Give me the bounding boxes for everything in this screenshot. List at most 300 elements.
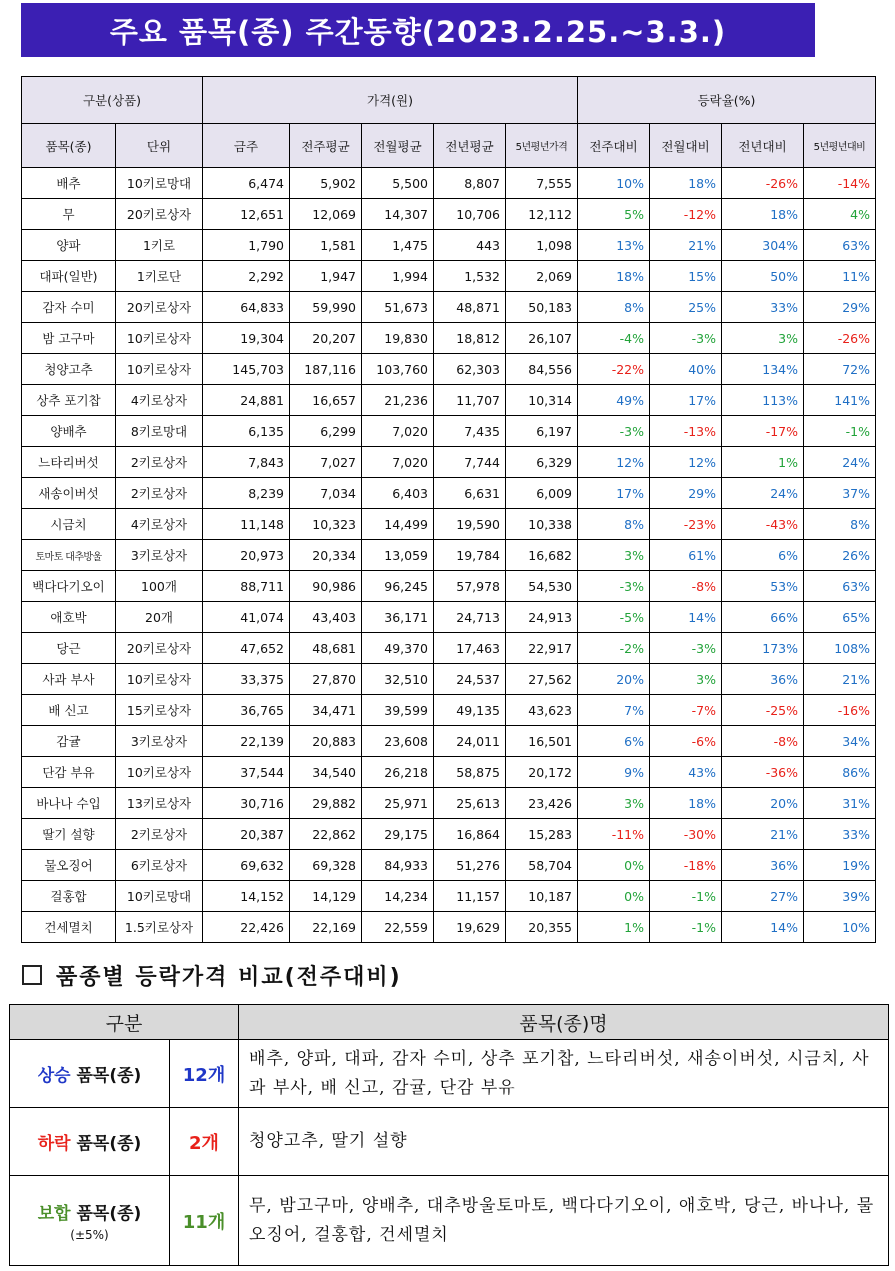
- cell-vs-avg5: 39%: [804, 881, 876, 912]
- cell-cur: 14,152: [203, 881, 290, 912]
- cell-vs-month: -1%: [650, 912, 722, 943]
- cell-prev-year: 6,631: [434, 478, 506, 509]
- cell-prev-year: 7,435: [434, 416, 506, 447]
- cell-item: 새송이버섯: [22, 478, 116, 509]
- cell-prev-year: 24,713: [434, 602, 506, 633]
- table-row: [22, 695, 876, 726]
- cell-cur: 22,139: [203, 726, 290, 757]
- cell-vs-year: -36%: [722, 757, 804, 788]
- cell-vs-avg5: 8%: [804, 509, 876, 540]
- table-row: [22, 881, 876, 912]
- group-header-change: 등락율(%): [578, 77, 876, 124]
- cell-cur: 19,304: [203, 323, 290, 354]
- cell-item: 토마토 대추방울: [22, 540, 116, 571]
- cell-prev-month: 103,760: [362, 354, 434, 385]
- cell-prev-week: 14,129: [290, 881, 362, 912]
- cell-prev-year: 19,784: [434, 540, 506, 571]
- column-header: 전월평균: [362, 124, 434, 168]
- table-row: [22, 664, 876, 695]
- cell-vs-avg5: 141%: [804, 385, 876, 416]
- table-row: [22, 819, 876, 850]
- cell-avg5: 7,555: [506, 168, 578, 199]
- cell-prev-week: 187,116: [290, 354, 362, 385]
- cell-avg5: 16,682: [506, 540, 578, 571]
- cell-unit: 3키로상자: [116, 726, 203, 757]
- cell-vs-year: 113%: [722, 385, 804, 416]
- cell-vs-avg5: 37%: [804, 478, 876, 509]
- cell-vs-year: 24%: [722, 478, 804, 509]
- table-row: [22, 912, 876, 943]
- table-row: [22, 416, 876, 447]
- comparison-items: 청양고추, 딸기 설향: [239, 1108, 889, 1176]
- cell-prev-month: 23,608: [362, 726, 434, 757]
- table-row: [22, 540, 876, 571]
- cell-prev-month: 7,020: [362, 447, 434, 478]
- cell-vs-month: 43%: [650, 757, 722, 788]
- cell-prev-month: 32,510: [362, 664, 434, 695]
- cell-item: 무: [22, 199, 116, 230]
- cell-avg5: 15,283: [506, 819, 578, 850]
- cell-vs-week: 18%: [578, 261, 650, 292]
- cell-vs-month: 14%: [650, 602, 722, 633]
- cell-prev-week: 10,323: [290, 509, 362, 540]
- comparison-header-items: 품목(종)명: [239, 1005, 889, 1040]
- cell-vs-week: 6%: [578, 726, 650, 757]
- cell-prev-week: 43,403: [290, 602, 362, 633]
- cell-prev-month: 14,499: [362, 509, 434, 540]
- cell-vs-year: 3%: [722, 323, 804, 354]
- cell-prev-week: 12,069: [290, 199, 362, 230]
- cell-vs-year: 6%: [722, 540, 804, 571]
- cell-vs-month: -8%: [650, 571, 722, 602]
- cell-unit: 10키로상자: [116, 354, 203, 385]
- cell-item: 바나나 수입: [22, 788, 116, 819]
- cell-vs-avg5: 26%: [804, 540, 876, 571]
- table-row: [22, 230, 876, 261]
- cell-unit: 20키로상자: [116, 199, 203, 230]
- cell-vs-year: 304%: [722, 230, 804, 261]
- cell-unit: 2키로상자: [116, 478, 203, 509]
- cell-cur: 2,292: [203, 261, 290, 292]
- cell-prev-week: 20,207: [290, 323, 362, 354]
- cell-avg5: 43,623: [506, 695, 578, 726]
- cell-vs-year: 14%: [722, 912, 804, 943]
- cell-prev-week: 6,299: [290, 416, 362, 447]
- cell-vs-year: -8%: [722, 726, 804, 757]
- column-header: 전년대비: [722, 124, 804, 168]
- comparison-header-category: 구분: [10, 1005, 239, 1040]
- cell-prev-month: 1,475: [362, 230, 434, 261]
- cell-cur: 6,135: [203, 416, 290, 447]
- cell-vs-avg5: 34%: [804, 726, 876, 757]
- cell-prev-week: 7,027: [290, 447, 362, 478]
- comparison-row-down: [10, 1108, 889, 1176]
- cell-item: 건세멸치: [22, 912, 116, 943]
- cell-item: 느타리버섯: [22, 447, 116, 478]
- cell-vs-year: 53%: [722, 571, 804, 602]
- cell-prev-year: 443: [434, 230, 506, 261]
- cell-cur: 69,632: [203, 850, 290, 881]
- cell-unit: 10키로상자: [116, 664, 203, 695]
- cell-prev-year: 19,629: [434, 912, 506, 943]
- cell-avg5: 1,098: [506, 230, 578, 261]
- table-row: [22, 447, 876, 478]
- cell-cur: 11,148: [203, 509, 290, 540]
- cell-vs-week: 13%: [578, 230, 650, 261]
- cell-unit: 100개: [116, 571, 203, 602]
- cell-prev-month: 26,218: [362, 757, 434, 788]
- cell-avg5: 50,183: [506, 292, 578, 323]
- column-header: 전주대비: [578, 124, 650, 168]
- comparison-row-up: [10, 1040, 889, 1108]
- cell-prev-week: 5,902: [290, 168, 362, 199]
- cell-vs-week: -3%: [578, 416, 650, 447]
- cell-prev-month: 84,933: [362, 850, 434, 881]
- cell-prev-month: 13,059: [362, 540, 434, 571]
- cell-cur: 145,703: [203, 354, 290, 385]
- table-row: [22, 478, 876, 509]
- cell-vs-week: 0%: [578, 850, 650, 881]
- cell-item: 상추 포기찹: [22, 385, 116, 416]
- cell-prev-month: 25,971: [362, 788, 434, 819]
- cell-avg5: 6,197: [506, 416, 578, 447]
- cell-cur: 64,833: [203, 292, 290, 323]
- cell-vs-avg5: 63%: [804, 571, 876, 602]
- column-header: 전년평균: [434, 124, 506, 168]
- cell-avg5: 16,501: [506, 726, 578, 757]
- cell-item: 배 신고: [22, 695, 116, 726]
- comparison-count: 2개: [170, 1108, 239, 1176]
- cell-vs-avg5: 11%: [804, 261, 876, 292]
- cell-avg5: 6,329: [506, 447, 578, 478]
- cell-vs-week: 1%: [578, 912, 650, 943]
- cell-vs-week: 0%: [578, 881, 650, 912]
- cell-unit: 4키로상자: [116, 509, 203, 540]
- column-header: 5년평년대비: [804, 124, 876, 168]
- table-row: [22, 385, 876, 416]
- cell-cur: 6,474: [203, 168, 290, 199]
- table-row: [22, 261, 876, 292]
- comparison-category: 상승 품목(종): [10, 1040, 170, 1108]
- cell-prev-month: 14,234: [362, 881, 434, 912]
- cell-unit: 13키로상자: [116, 788, 203, 819]
- cell-vs-month: -1%: [650, 881, 722, 912]
- cell-prev-year: 8,807: [434, 168, 506, 199]
- cell-vs-week: 8%: [578, 292, 650, 323]
- cell-vs-week: 17%: [578, 478, 650, 509]
- cell-unit: 1.5키로상자: [116, 912, 203, 943]
- cell-prev-year: 24,011: [434, 726, 506, 757]
- cell-vs-year: 134%: [722, 354, 804, 385]
- cell-prev-month: 14,307: [362, 199, 434, 230]
- cell-avg5: 84,556: [506, 354, 578, 385]
- cell-vs-week: -4%: [578, 323, 650, 354]
- cell-cur: 20,387: [203, 819, 290, 850]
- cell-cur: 33,375: [203, 664, 290, 695]
- table-row: [22, 354, 876, 385]
- cell-item: 밤 고구마: [22, 323, 116, 354]
- cell-vs-avg5: -26%: [804, 323, 876, 354]
- cell-prev-week: 7,034: [290, 478, 362, 509]
- cell-vs-week: 20%: [578, 664, 650, 695]
- cell-prev-year: 16,864: [434, 819, 506, 850]
- cell-avg5: 10,338: [506, 509, 578, 540]
- cell-prev-month: 7,020: [362, 416, 434, 447]
- cell-avg5: 10,314: [506, 385, 578, 416]
- cell-prev-year: 48,871: [434, 292, 506, 323]
- cell-prev-month: 5,500: [362, 168, 434, 199]
- cell-unit: 10키로상자: [116, 323, 203, 354]
- cell-unit: 10키로망대: [116, 881, 203, 912]
- page-title: 주요 품목(종) 주간동향(2023.2.25.~3.3.): [21, 3, 815, 57]
- column-header: 단위: [116, 124, 203, 168]
- cell-vs-year: -43%: [722, 509, 804, 540]
- cell-vs-month: 12%: [650, 447, 722, 478]
- cell-item: 청양고추: [22, 354, 116, 385]
- cell-vs-avg5: 24%: [804, 447, 876, 478]
- cell-item: 감자 수미: [22, 292, 116, 323]
- cell-prev-week: 59,990: [290, 292, 362, 323]
- cell-prev-week: 16,657: [290, 385, 362, 416]
- cell-prev-week: 90,986: [290, 571, 362, 602]
- cell-prev-month: 29,175: [362, 819, 434, 850]
- cell-prev-year: 25,613: [434, 788, 506, 819]
- cell-unit: 4키로상자: [116, 385, 203, 416]
- cell-vs-year: 33%: [722, 292, 804, 323]
- cell-avg5: 27,562: [506, 664, 578, 695]
- cell-prev-month: 51,673: [362, 292, 434, 323]
- cell-prev-month: 21,236: [362, 385, 434, 416]
- table-row: [22, 850, 876, 881]
- cell-vs-avg5: 33%: [804, 819, 876, 850]
- cell-prev-month: 49,370: [362, 633, 434, 664]
- cell-unit: 6키로상자: [116, 850, 203, 881]
- cell-prev-year: 24,537: [434, 664, 506, 695]
- cell-vs-week: 7%: [578, 695, 650, 726]
- cell-unit: 10키로상자: [116, 757, 203, 788]
- cell-vs-month: -12%: [650, 199, 722, 230]
- cell-cur: 88,711: [203, 571, 290, 602]
- cell-vs-week: -2%: [578, 633, 650, 664]
- cell-vs-month: 15%: [650, 261, 722, 292]
- cell-vs-week: -11%: [578, 819, 650, 850]
- cell-vs-year: -17%: [722, 416, 804, 447]
- comparison-section-title: 품종별 등락가격 비교(전주대비): [56, 964, 402, 990]
- cell-cur: 24,881: [203, 385, 290, 416]
- table-row: [22, 571, 876, 602]
- cell-vs-month: -7%: [650, 695, 722, 726]
- cell-unit: 20키로상자: [116, 292, 203, 323]
- cell-vs-month: 21%: [650, 230, 722, 261]
- table-row: [22, 199, 876, 230]
- cell-vs-month: 40%: [650, 354, 722, 385]
- cell-item: 대파(일반): [22, 261, 116, 292]
- table-row: [22, 509, 876, 540]
- flat-range-note: (±5%): [70, 1228, 109, 1242]
- cell-prev-week: 20,334: [290, 540, 362, 571]
- cell-item: 양파: [22, 230, 116, 261]
- column-header: 5년평년가격: [506, 124, 578, 168]
- cell-cur: 20,973: [203, 540, 290, 571]
- cell-prev-week: 1,947: [290, 261, 362, 292]
- cell-avg5: 20,172: [506, 757, 578, 788]
- cell-vs-avg5: 29%: [804, 292, 876, 323]
- cell-prev-month: 39,599: [362, 695, 434, 726]
- cell-prev-year: 18,812: [434, 323, 506, 354]
- cell-unit: 3키로상자: [116, 540, 203, 571]
- cell-vs-week: 9%: [578, 757, 650, 788]
- cell-cur: 30,716: [203, 788, 290, 819]
- cell-prev-year: 49,135: [434, 695, 506, 726]
- cell-cur: 36,765: [203, 695, 290, 726]
- table-row: [22, 323, 876, 354]
- cell-prev-week: 22,169: [290, 912, 362, 943]
- cell-cur: 41,074: [203, 602, 290, 633]
- cell-vs-avg5: -16%: [804, 695, 876, 726]
- cell-avg5: 54,530: [506, 571, 578, 602]
- table-row: [22, 633, 876, 664]
- column-header: 전주평균: [290, 124, 362, 168]
- cell-vs-month: -6%: [650, 726, 722, 757]
- cell-vs-avg5: 86%: [804, 757, 876, 788]
- cell-avg5: 24,913: [506, 602, 578, 633]
- cell-cur: 7,843: [203, 447, 290, 478]
- cell-vs-week: -3%: [578, 571, 650, 602]
- price-table: [21, 76, 876, 943]
- column-header: 전월대비: [650, 124, 722, 168]
- cell-cur: 1,790: [203, 230, 290, 261]
- comparison-items: 배추, 양파, 대파, 감자 수미, 상추 포기찹, 느타리버섯, 새송이버섯, 시금치, 사과 부사, 배 신고, 감귤, 단감 부유: [239, 1040, 889, 1108]
- cell-prev-week: 29,882: [290, 788, 362, 819]
- cell-prev-month: 1,994: [362, 261, 434, 292]
- cell-item: 사과 부사: [22, 664, 116, 695]
- comparison-count: 12개: [170, 1040, 239, 1108]
- cell-vs-month: -3%: [650, 633, 722, 664]
- cell-avg5: 6,009: [506, 478, 578, 509]
- cell-vs-month: 61%: [650, 540, 722, 571]
- cell-unit: 8키로망대: [116, 416, 203, 447]
- cell-prev-week: 34,471: [290, 695, 362, 726]
- cell-prev-week: 48,681: [290, 633, 362, 664]
- cell-cur: 8,239: [203, 478, 290, 509]
- cell-vs-avg5: 108%: [804, 633, 876, 664]
- cell-avg5: 20,355: [506, 912, 578, 943]
- cell-vs-month: -3%: [650, 323, 722, 354]
- cell-item: 당근: [22, 633, 116, 664]
- table-row: [22, 788, 876, 819]
- cell-vs-month: 29%: [650, 478, 722, 509]
- cell-vs-avg5: 21%: [804, 664, 876, 695]
- cell-prev-year: 19,590: [434, 509, 506, 540]
- cell-vs-avg5: 10%: [804, 912, 876, 943]
- cell-vs-avg5: -14%: [804, 168, 876, 199]
- cell-unit: 20키로상자: [116, 633, 203, 664]
- cell-vs-week: 3%: [578, 540, 650, 571]
- cell-prev-week: 27,870: [290, 664, 362, 695]
- cell-item: 단감 부유: [22, 757, 116, 788]
- cell-vs-week: 12%: [578, 447, 650, 478]
- cell-avg5: 23,426: [506, 788, 578, 819]
- cell-vs-week: 5%: [578, 199, 650, 230]
- cell-vs-year: 66%: [722, 602, 804, 633]
- cell-vs-year: 50%: [722, 261, 804, 292]
- cell-prev-month: 6,403: [362, 478, 434, 509]
- cell-prev-week: 1,581: [290, 230, 362, 261]
- cell-prev-year: 11,707: [434, 385, 506, 416]
- cell-unit: 10키로망대: [116, 168, 203, 199]
- cell-prev-week: 22,862: [290, 819, 362, 850]
- comparison-category: 보합 품목(종) (±5%): [10, 1176, 170, 1266]
- cell-vs-avg5: 65%: [804, 602, 876, 633]
- cell-unit: 15키로상자: [116, 695, 203, 726]
- cell-vs-avg5: -1%: [804, 416, 876, 447]
- cell-item: 양배추: [22, 416, 116, 447]
- column-header: 품목(종): [22, 124, 116, 168]
- cell-prev-month: 19,830: [362, 323, 434, 354]
- cell-avg5: 22,917: [506, 633, 578, 664]
- cell-vs-year: 20%: [722, 788, 804, 819]
- cell-vs-month: 17%: [650, 385, 722, 416]
- cell-vs-avg5: 72%: [804, 354, 876, 385]
- cell-vs-year: -26%: [722, 168, 804, 199]
- comparison-category: 하락 품목(종): [10, 1108, 170, 1176]
- cell-item: 딸기 설향: [22, 819, 116, 850]
- cell-vs-month: 18%: [650, 168, 722, 199]
- cell-vs-avg5: 63%: [804, 230, 876, 261]
- cell-vs-month: -30%: [650, 819, 722, 850]
- cell-item: 시금치: [22, 509, 116, 540]
- cell-prev-week: 20,883: [290, 726, 362, 757]
- cell-cur: 37,544: [203, 757, 290, 788]
- comparison-count: 11개: [170, 1176, 239, 1266]
- cell-prev-week: 34,540: [290, 757, 362, 788]
- comparison-items: 무, 밤고구마, 양배추, 대추방울토마토, 백다다기오이, 애호박, 당근, 바나나, 물오징어, 걸홍합, 건세멸치: [239, 1176, 889, 1266]
- cell-vs-year: 21%: [722, 819, 804, 850]
- cell-avg5: 58,704: [506, 850, 578, 881]
- column-header: 금주: [203, 124, 290, 168]
- comparison-table: [9, 1004, 889, 1266]
- cell-vs-year: 173%: [722, 633, 804, 664]
- cell-avg5: 2,069: [506, 261, 578, 292]
- cell-vs-avg5: 4%: [804, 199, 876, 230]
- cell-prev-year: 10,706: [434, 199, 506, 230]
- cell-prev-year: 17,463: [434, 633, 506, 664]
- table-row: [22, 726, 876, 757]
- cell-unit: 20개: [116, 602, 203, 633]
- comparison-row-flat: [10, 1176, 889, 1266]
- cell-item: 백다다기오이: [22, 571, 116, 602]
- cell-vs-week: -5%: [578, 602, 650, 633]
- table-row: [22, 292, 876, 323]
- cell-prev-month: 36,171: [362, 602, 434, 633]
- cell-item: 물오징어: [22, 850, 116, 881]
- cell-item: 걸홍합: [22, 881, 116, 912]
- cell-vs-week: -22%: [578, 354, 650, 385]
- cell-vs-avg5: 31%: [804, 788, 876, 819]
- table-row: [22, 602, 876, 633]
- cell-vs-month: 25%: [650, 292, 722, 323]
- cell-prev-year: 7,744: [434, 447, 506, 478]
- cell-vs-month: -13%: [650, 416, 722, 447]
- cell-unit: 2키로상자: [116, 447, 203, 478]
- checkbox-icon: [22, 965, 42, 985]
- table-row: [22, 757, 876, 788]
- cell-avg5: 26,107: [506, 323, 578, 354]
- cell-vs-year: 1%: [722, 447, 804, 478]
- cell-vs-week: 8%: [578, 509, 650, 540]
- cell-avg5: 12,112: [506, 199, 578, 230]
- cell-prev-year: 57,978: [434, 571, 506, 602]
